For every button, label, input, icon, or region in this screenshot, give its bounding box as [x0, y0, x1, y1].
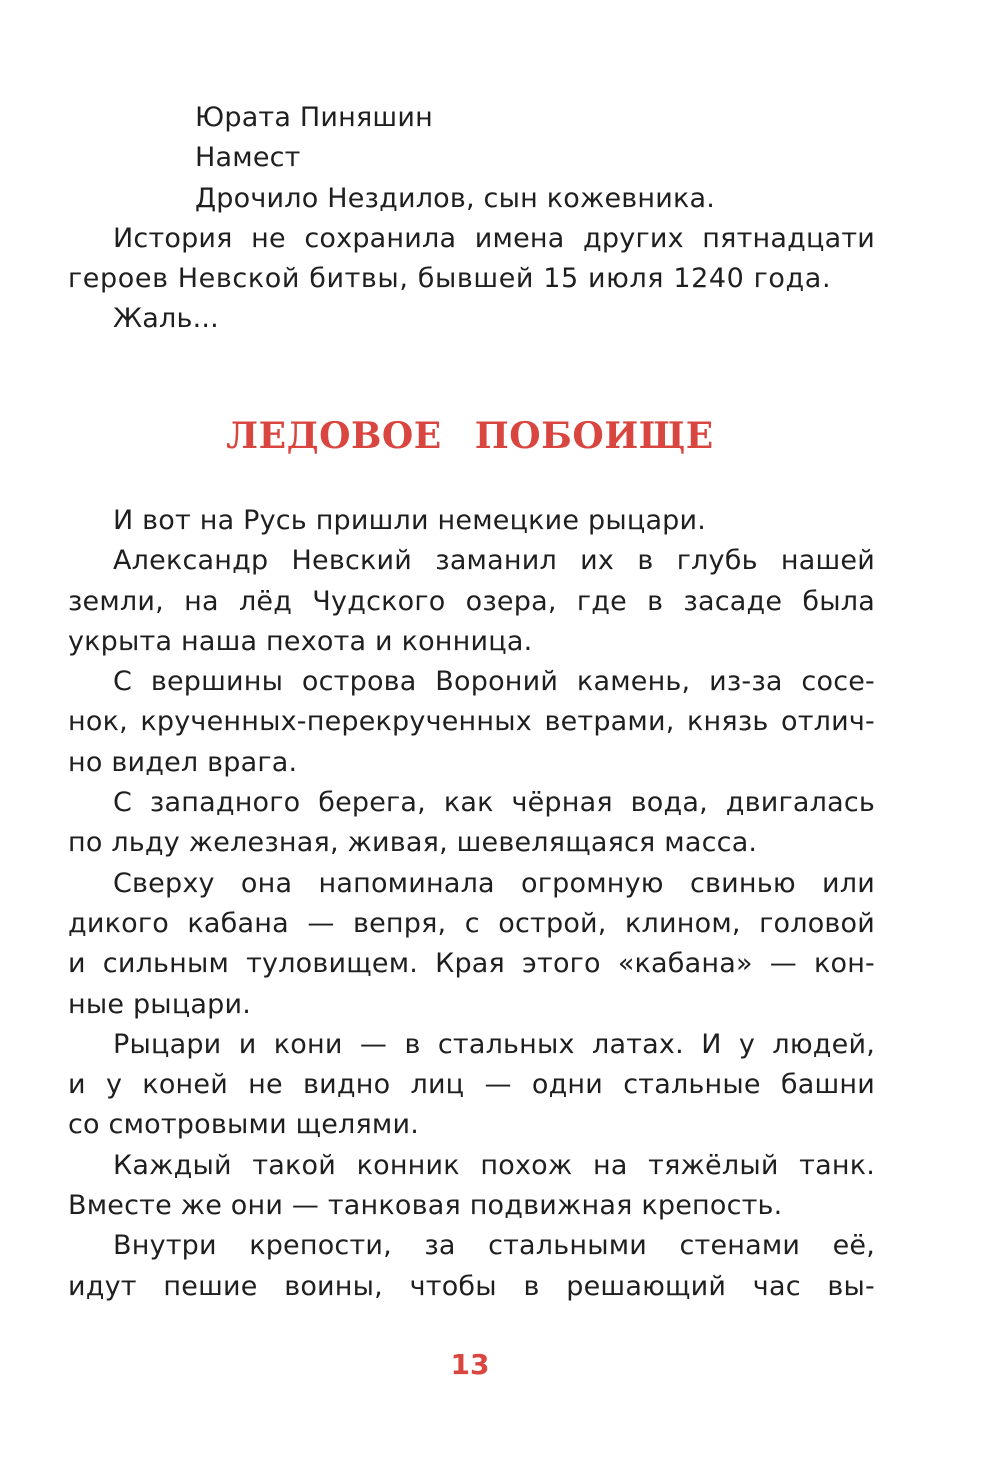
paragraph-line: идут пешие воины, чтобы в решающий час вы-: [68, 1270, 875, 1302]
paragraph-line: укрыта наша пехота и конница.: [68, 625, 533, 657]
name-line: Намест: [195, 142, 301, 174]
name-line: Юрата Пиняшин: [195, 102, 433, 133]
page-number: 13: [450, 1348, 490, 1381]
paragraph-line: по льду железная, живая, шевелящаяся масса.: [68, 827, 758, 859]
paragraph-line: С вершины острова Вороний камень, из-за сосе-: [113, 666, 875, 698]
paragraph-line: Вместе же они — танковая подвижная крепость.: [68, 1190, 783, 1222]
paragraph-line: но видел врага.: [68, 746, 298, 778]
chapter-title: [0, 415, 940, 457]
paragraph-line: земли, на лёд Чудского озера, где в засаде была: [68, 585, 875, 617]
paragraph-line: и сильным туловищем. Края этого «кабана» — кон-: [68, 948, 875, 980]
paragraph-line: История не сохранила имена других пятнадцати: [113, 222, 875, 254]
paragraph-line: дикого кабана — вепря, с острой, клином, головой: [68, 907, 875, 939]
name-line: Дрочило Нездилов, сын кожевника.: [195, 182, 716, 214]
paragraph-line: С западного берега, как чёрная вода, двигалась: [113, 787, 875, 819]
top-text-block: [68, 98, 875, 340]
paragraph-line: со смотровыми щелями.: [68, 1109, 420, 1141]
body-text: [68, 501, 875, 1307]
paragraph-line: Жаль...: [113, 303, 219, 335]
chapter-title-word: ПОБОИЩЕ: [474, 415, 714, 457]
paragraph-line: героев Невской битвы, бывшей 15 июля 1240 года.: [68, 263, 832, 295]
chapter-title-word: ЛЕДОВОЕ: [226, 415, 442, 457]
paragraph-line: и у коней не видно лиц — одни стальные башни: [68, 1069, 875, 1101]
paragraph-line: Внутри крепости, за стальными стенами её,: [113, 1230, 875, 1262]
paragraph-line: И вот на Русь пришли немецкие рыцари.: [113, 505, 707, 536]
paragraph-line: ные рыцари.: [68, 988, 252, 1020]
paragraph-line: Сверху она напоминала огромную свинью или: [113, 867, 875, 899]
paragraph-line: Александр Невский заманил их в глубь нашей: [113, 545, 875, 577]
paragraph-line: Рыцари и кони — в стальных латах. И у людей,: [113, 1028, 875, 1060]
paragraph-line: нок, крученных-перекрученных ветрами, князь отлич-: [68, 706, 875, 738]
paragraph-line: Каждый такой конник похож на тяжёлый танк.: [113, 1149, 875, 1181]
